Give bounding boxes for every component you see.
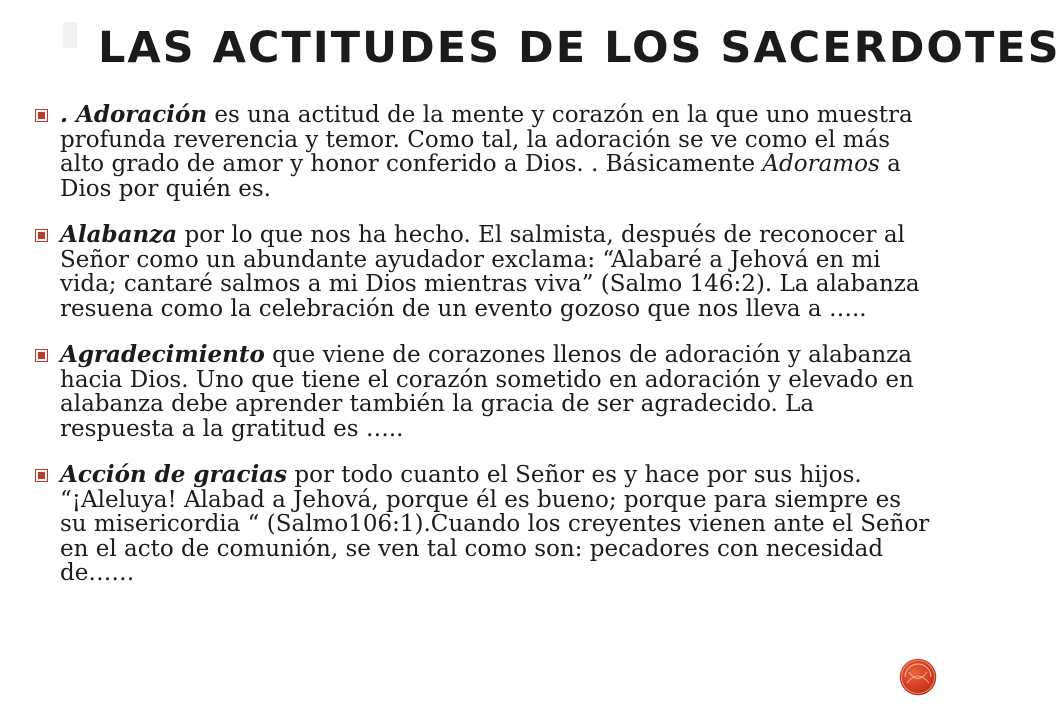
bullet-text-end: a Dios por quién es. — [60, 151, 901, 202]
square-bullet-icon — [35, 469, 48, 482]
bullet-text: es una actitud de la mente y corazón en la que uno muestra profunda reverencia y temor. Como tal, la adoración se ve como el más alto grado de amor y honor conferido a Dios. . Básicamente — [60, 102, 913, 177]
square-bullet-icon — [35, 349, 48, 362]
term-agradecimiento: Agradecimiento — [60, 341, 265, 368]
term-alabanza: Alabanza — [60, 221, 178, 248]
bullet-adoracion — [34, 103, 930, 201]
bullet-text: por lo que nos ha hecho. El salmista, después de reconocer al Señor como un abundante ayudador exclama: “Alabaré a Jehová en mi vida; cantaré salmos a mi Dios mientras viva” (Salmo 146:2). La alabanza resuena como la celebración de un evento gozoso que nos lleva a ….. — [60, 222, 920, 322]
emphasis-adoramos: Adoramos — [762, 151, 880, 177]
term-accion-de-gracias: Acción de gracias — [60, 461, 288, 488]
term-adoracion: Adoración — [76, 101, 208, 128]
square-bullet-icon — [35, 229, 48, 242]
circular-logo-icon — [898, 657, 938, 697]
bullet-list — [34, 103, 930, 608]
bullet-prefix: . — [60, 101, 77, 128]
bullet-text: que viene de corazones llenos de adoración y alabanza hacia Dios. Uno que tiene el corazón sometido en adoración y elevado en alabanza debe aprender también la gracia de ser agradecido. La respuesta a la gratitud es ….. — [60, 342, 914, 442]
title-corner-mark — [63, 22, 77, 48]
bullet-accion-de-gracias — [34, 463, 930, 586]
square-bullet-icon — [35, 109, 48, 122]
bullet-agradecimiento — [34, 343, 930, 441]
bullet-text: por todo cuanto el Señor es y hace por sus hijos. “¡Aleluya! Alabad a Jehová, porque él es bueno; porque para siempre es su misericordia “ (Salmo106:1).Cuando los creyentes vienen ante el Señor en el acto de comunión, se ven tal como son: pecadores con necesidad de…… — [60, 462, 930, 586]
bullet-alabanza — [34, 223, 930, 321]
slide-title: LAS ACTITUDES DE LOS SACERDOTES — [98, 23, 1061, 73]
